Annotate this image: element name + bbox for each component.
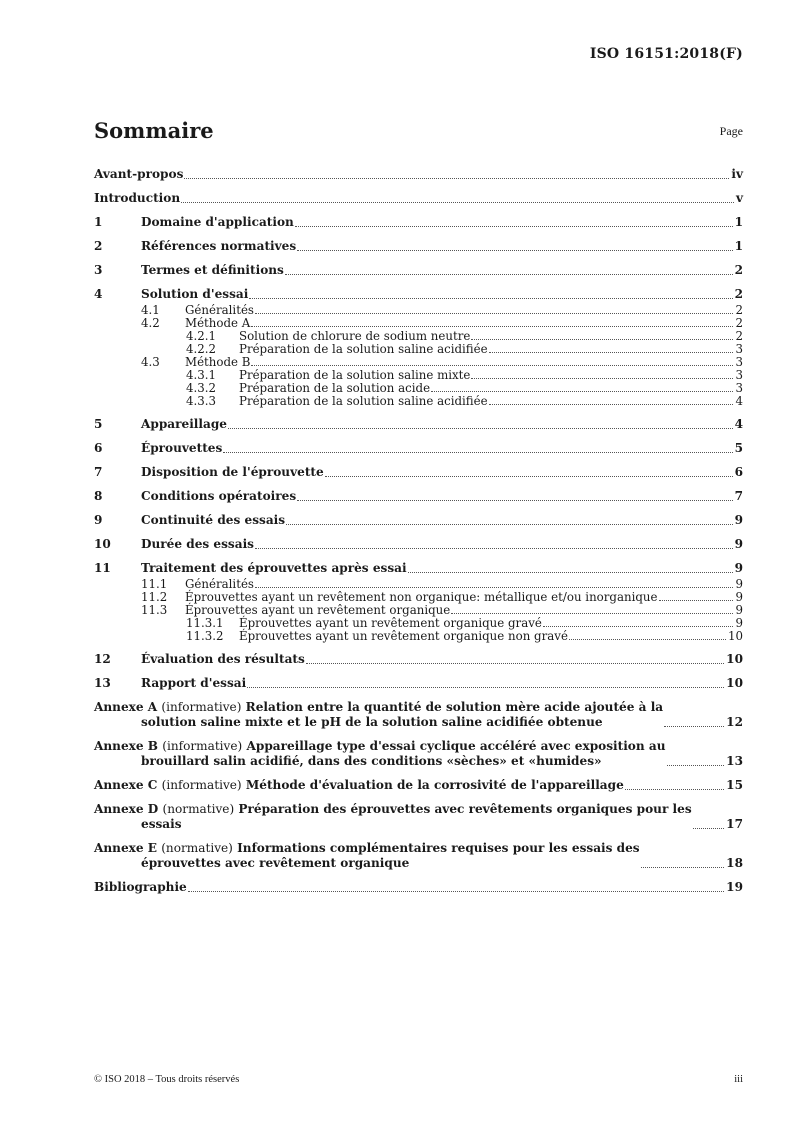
toc-page: 17 [726,817,743,831]
toc-number: 2 [94,239,103,253]
toc-title: Bibliographie [94,880,187,894]
toc-number: 12 [94,652,111,666]
toc-title: Éprouvettes ayant un revêtement organique non gravé [239,629,568,643]
toc-entry-avant-propos[interactable] [94,167,743,182]
annex-kind: (informative) [161,778,242,792]
toc-number: 4.3.1 [186,368,217,382]
toc-title: Termes et définitions [141,263,284,277]
toc-title: Généralités [185,577,254,591]
toc-title: Généralités [185,303,254,317]
toc-entry-1[interactable] [94,215,743,230]
toc-number: 11 [94,561,111,575]
toc-entry-3[interactable] [94,263,743,278]
toc-title: Éprouvettes ayant un revêtement organique [185,603,451,617]
toc-page: 3 [735,355,743,369]
page-title: Sommaire [94,118,214,143]
annex-title-line2: essais [141,817,182,831]
toc-entry-annex-c[interactable] [94,778,743,793]
toc-title: Conditions opératoires [141,489,297,503]
toc-number: 1 [94,215,103,229]
toc-page: 9 [735,577,743,591]
toc-page: 10 [726,652,743,666]
toc-number: 11.2 [141,590,168,604]
table-of-contents [94,158,743,895]
toc-entry-11[interactable] [94,561,743,576]
toc-entry-11-3-2[interactable] [94,630,743,643]
toc-entry-bibliographie[interactable] [94,880,743,895]
toc-title: Éprouvettes ayant un revêtement non organique: métallique et/ou inorganique [185,590,658,604]
toc-page: 19 [726,880,743,894]
toc-entry-5[interactable] [94,417,743,432]
toc-page: 2 [734,263,743,277]
toc-page: iv [731,167,743,181]
toc-title [94,802,692,832]
toc-page: v [735,191,743,205]
toc-entry-annex-e[interactable] [94,841,743,871]
toc-title: Préparation de la solution saline mixte [239,368,471,382]
toc-number: 7 [94,465,103,479]
toc-entry-introduction[interactable] [94,191,743,206]
toc-number: 4.2 [141,316,160,330]
toc-title: Durée des essais [141,537,254,551]
annex-label: Annexe C [94,778,158,792]
toc-title [94,841,640,871]
annex-label: Annexe B [94,739,159,753]
toc-number: 5 [94,417,103,431]
toc-entry-annex-a[interactable] [94,700,743,730]
page-column-label: Page [719,124,743,138]
toc-title: Éprouvettes [141,441,223,455]
toc-number: 11.3.2 [186,629,224,643]
toc-page: 3 [735,368,743,382]
toc-page: 2 [734,287,743,301]
toc-title: Préparation de la solution saline acidifiée [239,342,488,356]
toc-number: 4.3.2 [186,381,217,395]
toc-number: 4.2.2 [186,342,217,356]
toc-title [94,700,663,730]
toc-page: 2 [735,316,743,330]
toc-page: 4 [734,417,743,431]
toc-title: Rapport d'essai [141,676,247,690]
toc-title: Solution de chlorure de sodium neutre [239,329,471,343]
toc-page: 1 [734,239,743,253]
annex-label: Annexe E [94,841,157,855]
toc-title: Disposition de l'éprouvette [141,465,324,479]
annex-title-line2: solution saline mixte et le pH de la solution saline acidifiée obtenue [141,715,603,729]
toc-number: 10 [94,537,111,551]
toc-number: 11.1 [141,577,168,591]
toc-entry-8[interactable] [94,489,743,504]
toc-page: 1 [734,215,743,229]
toc-entry-annex-b[interactable] [94,739,743,769]
annex-label: Annexe A [94,700,158,714]
toc-page: 4 [735,394,743,408]
toc-entry-9[interactable] [94,513,743,528]
toc-entry-12[interactable] [94,652,743,667]
toc-number: 4.1 [141,303,160,317]
toc-page: 3 [735,381,743,395]
toc-page: 9 [735,603,743,617]
toc-title: Méthode A [185,316,251,330]
toc-title: Traitement des éprouvettes après essai [141,561,407,575]
toc-page: 15 [726,778,743,792]
toc-title: Préparation de la solution acide [239,381,431,395]
toc-page: 9 [734,513,743,527]
toc-page: 2 [735,329,743,343]
annex-title-line1: Informations complémentaires requises pour les essais des [237,841,640,855]
toc-entry-2[interactable] [94,239,743,254]
toc-page: 3 [735,342,743,356]
annex-kind: (informative) [162,739,243,753]
toc-number: 8 [94,489,103,503]
toc-number: 6 [94,441,103,455]
toc-page: 6 [734,465,743,479]
toc-page: 10 [726,676,743,690]
annex-title-line1: Appareillage type d'essai cyclique accéléré avec exposition au [246,739,666,753]
annex-title-line1: Relation entre la quantité de solution mère acide ajoutée à la [245,700,664,714]
annex-title-line1: Méthode d'évaluation de la corrosivité de l'appareillage [245,778,624,792]
toc-title: Appareillage [141,417,227,431]
toc-entry-6[interactable] [94,441,743,456]
toc-title: Solution d'essai [141,287,249,301]
toc-page: 13 [726,754,743,768]
toc-page: 10 [727,629,743,643]
toc-entry-7[interactable] [94,465,743,480]
toc-title: Continuité des essais [141,513,286,527]
toc-page: 2 [735,303,743,317]
toc-entry-4-3-3[interactable] [94,395,743,408]
toc-title: Méthode B [185,355,251,369]
annex-kind: (normative) [162,802,235,816]
toc-title: Domaine d'application [141,215,294,229]
toc-page: 9 [735,590,743,604]
toc-page: 9 [735,616,743,630]
toc-number: 9 [94,513,103,527]
toc-number: 11.3 [141,603,168,617]
annex-title-line2: éprouvettes avec revêtement organique [141,856,410,870]
toc-title: Introduction [94,191,181,205]
toc-title: Avant-propos [94,167,184,181]
toc-title: Références normatives [141,239,297,253]
toc-title: Préparation de la solution saline acidifiée [239,394,488,408]
toc-number: 4 [94,287,103,301]
toc-page: 18 [726,856,743,870]
footer-copyright: © ISO 2018 – Tous droits réservés [94,1074,240,1085]
toc-entry-4[interactable] [94,287,743,302]
toc-number: 11.3.1 [186,616,224,630]
footer-page-number: iii [734,1074,743,1085]
toc-page: 12 [726,715,743,729]
annex-label: Annexe D [94,802,159,816]
title-row [94,113,743,143]
toc-page: 9 [734,561,743,575]
toc-page: 5 [734,441,743,455]
toc-page: 9 [734,537,743,551]
annex-kind: (normative) [161,841,233,855]
toc-number: 4.3.3 [186,394,217,408]
toc-page: 7 [734,489,743,503]
toc-title [94,778,624,793]
toc-title: Éprouvettes ayant un revêtement organique gravé [239,616,542,630]
toc-title: Évaluation des résultats [141,652,305,666]
toc-number: 4.2.1 [186,329,217,343]
annex-title-line2: brouillard salin acidifié, dans des conditions «sèches» et «humides» [141,754,602,768]
annex-kind: (informative) [161,700,242,714]
document-id: ISO 16151:2018(F) [589,46,743,62]
toc-entry-13[interactable] [94,676,743,691]
toc-entry-10[interactable] [94,537,743,552]
toc-number: 3 [94,263,103,277]
toc-title [94,739,666,769]
toc-entry-annex-d[interactable] [94,802,743,832]
annex-title-line1: Préparation des éprouvettes avec revêtements organiques pour les [238,802,692,816]
toc-number: 13 [94,676,111,690]
toc-number: 4.3 [141,355,160,369]
